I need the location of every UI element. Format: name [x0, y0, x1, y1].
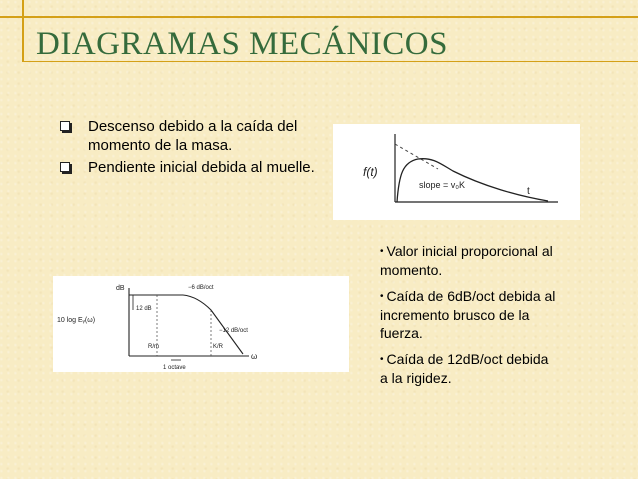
note-text: Valor inicial proporcional al momento. — [380, 243, 553, 278]
omega-label: ω — [251, 352, 258, 361]
slope-annotation: slope = v₀K — [419, 180, 466, 190]
slope-6db-label: −6 dB/oct — [188, 285, 214, 291]
note-item — [380, 242, 560, 279]
force-time-plot — [333, 124, 580, 220]
bullet-item — [60, 158, 315, 177]
octave-label: 1 octave — [163, 365, 186, 371]
kr-label: K/R — [213, 344, 224, 350]
note-text: Caída de 12dB/oct debida a la rigidez. — [380, 351, 549, 386]
bullet-list — [60, 117, 315, 180]
spectrum-figure — [53, 276, 349, 372]
spectrum-plot — [53, 276, 349, 372]
note-text: Caída de 6dB/oct debida al incremento brusco de la fuerza. — [380, 288, 556, 341]
bullet-text: Pendiente inicial debida al muelle. — [88, 159, 315, 176]
y-axis-label: 10 log Eᵧ(ω) — [57, 317, 96, 324]
note-item — [380, 350, 560, 387]
y-axis-label: f(t) — [363, 165, 378, 179]
x-axis-label: t — [527, 186, 530, 197]
bullet-dot-icon: • — [380, 291, 384, 302]
bullet-item — [60, 117, 315, 155]
slope-12db-oct-label: −12 dB/oct — [219, 328, 248, 334]
notes-list — [380, 242, 560, 395]
rm-label: R/m — [148, 344, 159, 350]
bullet-text: Descenso debido a la caída del momento de la masa. — [88, 118, 298, 154]
slide-title: DIAGRAMAS MECÁNICOS — [36, 26, 448, 62]
y-unit-label: dB — [116, 285, 125, 292]
square-bullet-icon — [60, 162, 70, 172]
square-bullet-icon — [60, 121, 70, 131]
force-time-figure — [333, 124, 580, 220]
frame-top-line — [0, 16, 638, 18]
bullet-dot-icon: • — [380, 354, 384, 365]
frame-vertical-line — [22, 0, 24, 62]
initial-slope-dashed-line — [395, 144, 438, 169]
note-item — [380, 287, 560, 342]
step-12db-label: 12 dB — [136, 306, 152, 312]
bullet-dot-icon: • — [380, 246, 384, 257]
